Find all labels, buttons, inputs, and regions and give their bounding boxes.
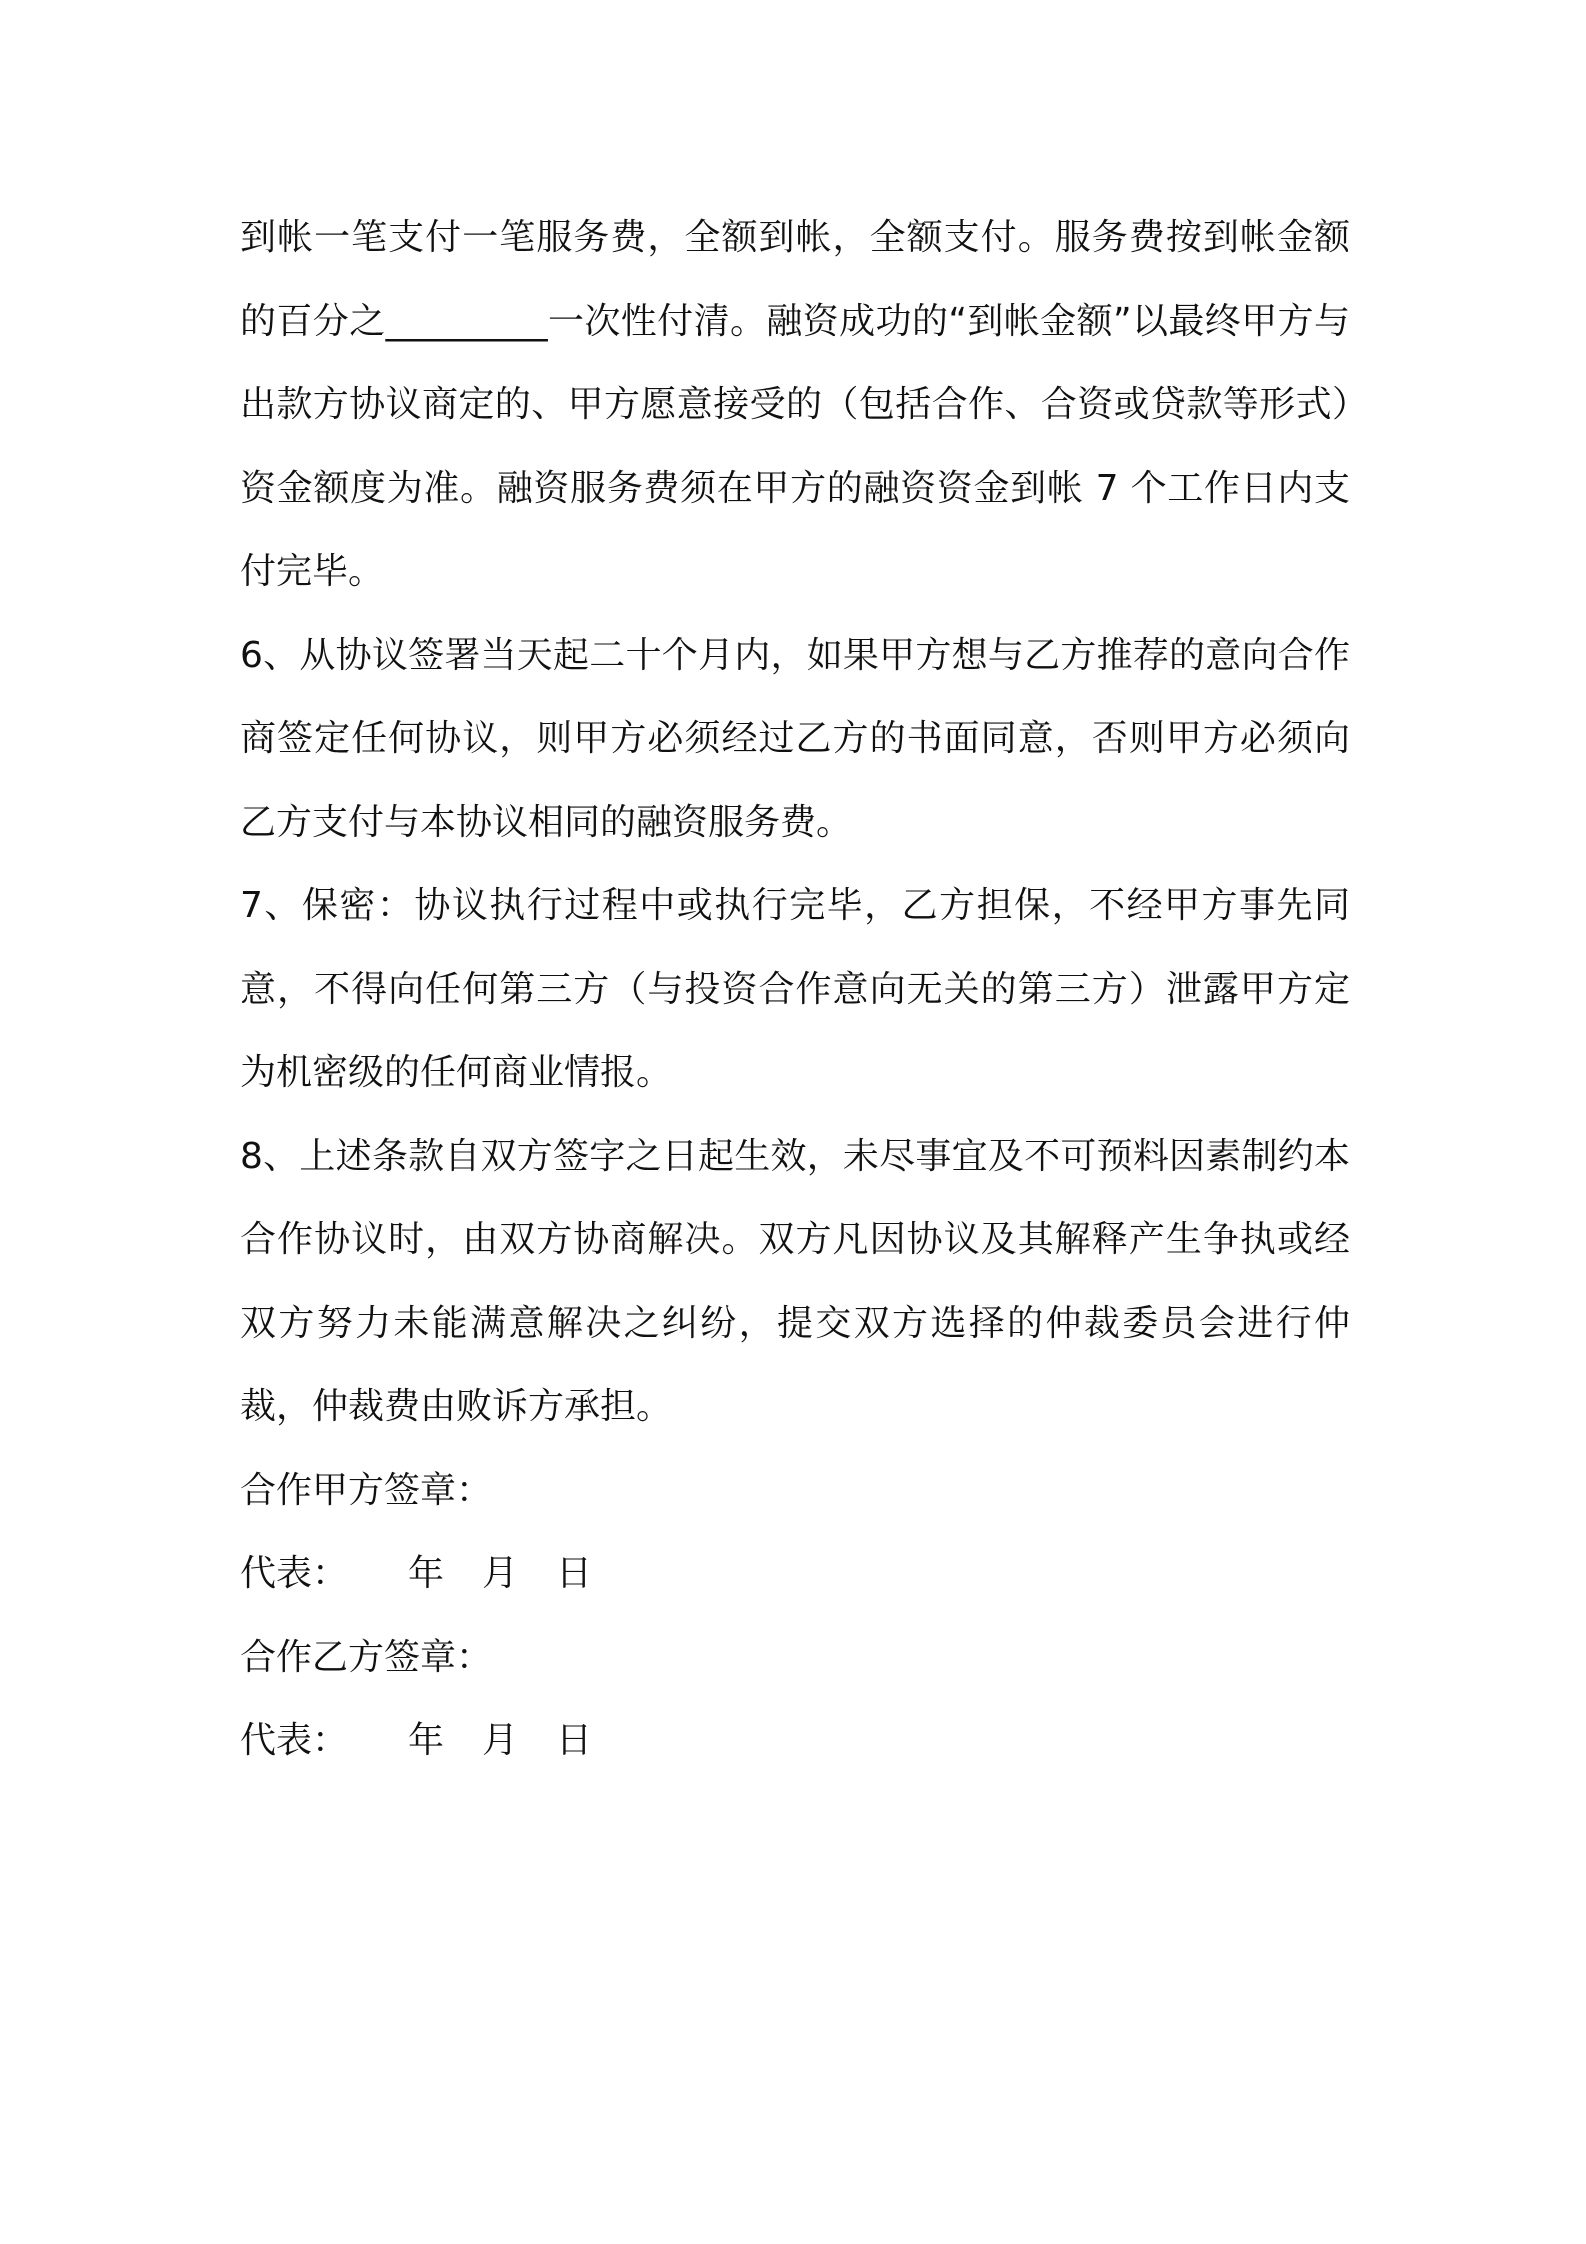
paragraph-clause-8-effectiveness: 8、上述条款自双方签字之日起生效，未尽事宜及不可预料因素制约本合作协议时，由双方协商解决。双方凡因协议及其解释产生争执或经双方努力未能满意解决之纠纷，提交双方选择的仲裁委员会进行仲裁，仲裁费由败诉方承担。 — [240, 1135, 1350, 1427]
party-b-rep-label: 代表： — [240, 1720, 349, 1761]
paragraph-clause-6: 6、从协议签署当天起二十个月内，如果甲方想与乙方推荐的意向合作商签定任何协议，则甲方必须经过乙方的书面同意，否则甲方必须向乙方支付与本协议相同的融资服务费。 — [240, 634, 1350, 843]
paragraph-clause-7-confidentiality: 7、保密：协议执行过程中或执行完毕，乙方担保，不经甲方事先同意，不得向任何第三方（与投资合作意向无关的第三方）泄露甲方定为机密级的任何商业情报。 — [240, 885, 1350, 1093]
party-a-rep-label: 代表： — [240, 1553, 349, 1594]
paragraph-service-fee: 到帐一笔支付一笔服务费，全额到帐，全额支付。服务费按到帐金额的百分之_________一次性付清。融资成功的“到帐金额”以最终甲方与出款方协议商定的、甲方愿意接受的（包括合作、合资或贷款等形式）资金额度为准。融资服务费须在甲方的融资资金到帐 7 个工作日内支付完毕。 — [240, 217, 1350, 592]
party-b-month: 月 — [482, 1720, 519, 1761]
party-a-signature-label: 合作甲方签章： — [240, 1469, 493, 1511]
party-b-signature-label: 合作乙方签章： — [240, 1636, 493, 1678]
party-a-day: 日 — [556, 1553, 593, 1594]
party-a-month: 月 — [482, 1553, 519, 1594]
party-b-representative-line — [240, 1699, 1350, 1783]
party-b-year: 年 — [408, 1720, 445, 1761]
document-body — [240, 196, 1350, 1783]
party-b-day: 日 — [556, 1720, 593, 1761]
party-a-representative-line — [240, 1532, 1350, 1616]
party-a-year: 年 — [408, 1553, 445, 1594]
